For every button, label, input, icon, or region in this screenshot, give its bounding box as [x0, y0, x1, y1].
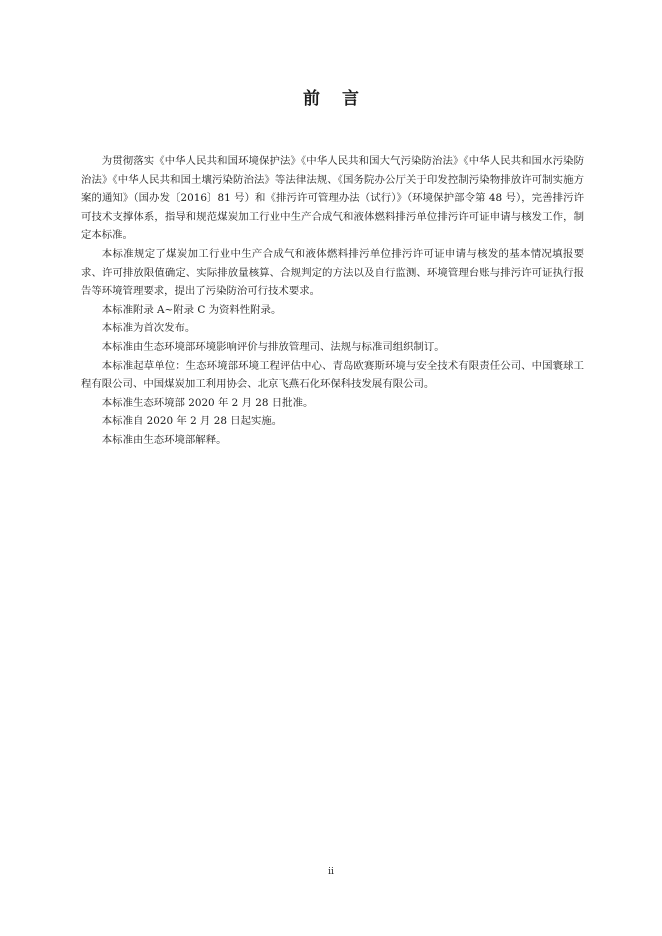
foreword-body: [81, 152, 584, 450]
paragraph-appendix: 本标准附录 A~附录 C 为资料性附录。: [101, 303, 282, 316]
paragraph-effective-date: 本标准自 2020 年 2 月 28 日起实施。: [101, 415, 283, 428]
paragraph-organizer: 本标准由生态环境部环境影响评价与排放管理司、法规与标准司组织制订。: [101, 340, 445, 353]
paragraph-purpose: 为贯彻落实《中华人民共和国环境保护法》《中华人民共和国大气污染防治法》《中华人民共和国水污染防治法》《中华人民共和国土壤污染防治法》等法律法规、《国务院办公厅关于印发控制污染物排放许可制实施方案的通知》（国办发〔2016〕81 号）和《排污许可管理办法（试行）》（环境保护部令第 48 号），完善排污许可技术支撑体系，指导和规范煤炭加工行业中生产合成气和液体燃料排污单位排污许可证申请与核发工作，制定本标准。: [81, 155, 584, 242]
paragraph-interpretation: 本标准由生态环境部解释。: [101, 433, 227, 446]
page-title: [0, 88, 662, 110]
paragraph-drafting-units: 本标准起草单位：生态环境部环境工程评估中心、青岛欧赛斯环境与安全技术有限责任公司、中国寰球工程有限公司、中国煤炭加工利用协会、北京飞燕石化环保科技发展有限公司。: [81, 359, 584, 391]
title-char-2: 言: [342, 89, 359, 109]
paragraph-approval: 本标准生态环境部 2020 年 2 月 28 日批准。: [101, 396, 314, 409]
page-number: ii: [328, 867, 334, 877]
paragraph-scope: 本标准规定了煤炭加工行业中生产合成气和液体燃料排污单位排污许可证申请与核发的基本情况填报要求、许可排放限值确定、实际排放量核算、合规判定的方法以及自行监测、环境管理台账与排污许可证执行报告等环境管理要求，提出了污染防治可行技术要求。: [81, 247, 584, 298]
title-char-1: 前: [303, 89, 320, 109]
paragraph-first-release: 本标准为首次发布。: [101, 322, 196, 335]
